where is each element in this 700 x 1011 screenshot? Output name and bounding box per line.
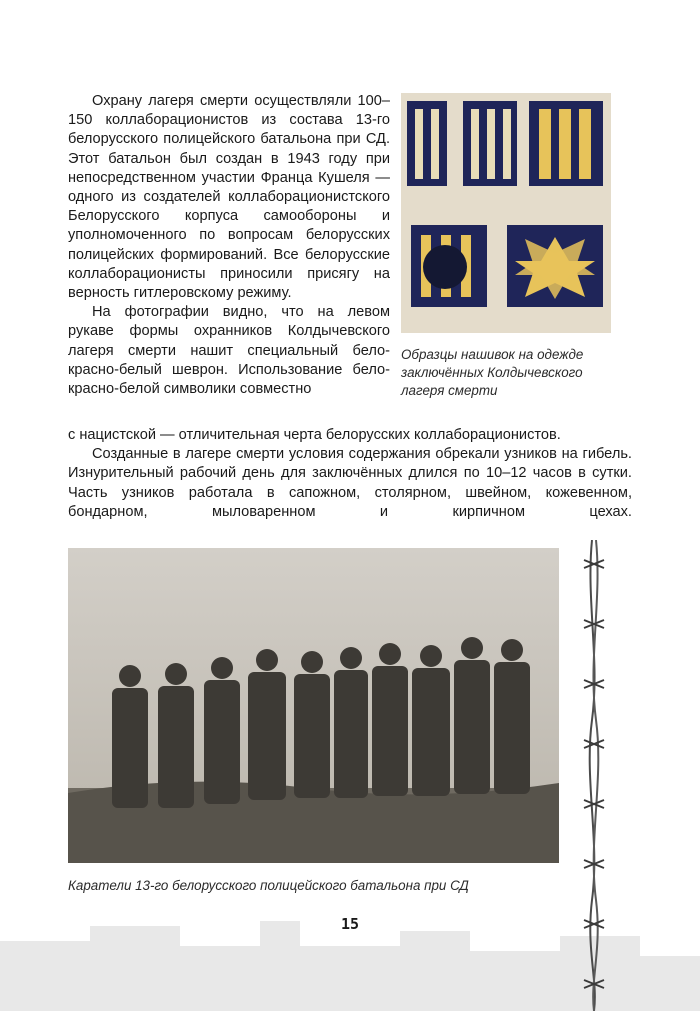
paragraph-guards: Охрану лагеря смерти осуществляли 100–150 коллаборационистов из состава 13-го белорусского полицейского батальона при СД. Этот батальон был создан в 1943 году при непосредственном участии Франца Кушеля — одного из создателей коллаборационистского Белорусского корпуса самообороны и уполномоченного по вопросам белорусских полицейских формирований. Все белорусские коллаборационисты приносили присягу на верность гитлеровскому режиму.	[68, 93, 390, 302]
patch-yellow-stripes	[529, 101, 603, 186]
punitive-battalion-photo	[68, 548, 559, 863]
paragraph-chevron-continued: с нацистской — отличительная черта белорусских коллаборационистов.	[68, 427, 561, 443]
patch-photo-caption: Образцы нашивок на одежде заключённых Колдычевского лагеря смерти	[401, 347, 584, 399]
page-number: 15	[340, 915, 360, 933]
patch-samples-photo	[401, 93, 611, 333]
main-text-wide	[68, 426, 632, 522]
paragraph-photo-chevron: На фотографии видно, что на левом рукаве формы охранников Колдычевского лагеря смерти нашит специальный бело-красно-белый шеврон. Использование бело-красно-белой символики совместно	[68, 304, 390, 398]
patch-three-stripes	[463, 101, 517, 186]
patch-star	[507, 225, 603, 307]
group-photo-caption: Каратели 13-го белорусского полицейского батальона при СД	[68, 878, 469, 893]
intro-text-column	[68, 92, 390, 399]
patch-circle	[411, 225, 487, 307]
paragraph-conditions: Созданные в лагере смерти условия содержания обрекали узников на гибель. Изнурительный рабочий день для заключённых длился по 10–12 часов в сутки. Часть узников работала в сапожном, столярном, швейном, кожевенном, бондарном, мыловаренном и кирпичном цехах.	[68, 446, 632, 520]
barbed-wire-decoration	[566, 540, 622, 1011]
patch-two-stripes	[407, 101, 447, 186]
